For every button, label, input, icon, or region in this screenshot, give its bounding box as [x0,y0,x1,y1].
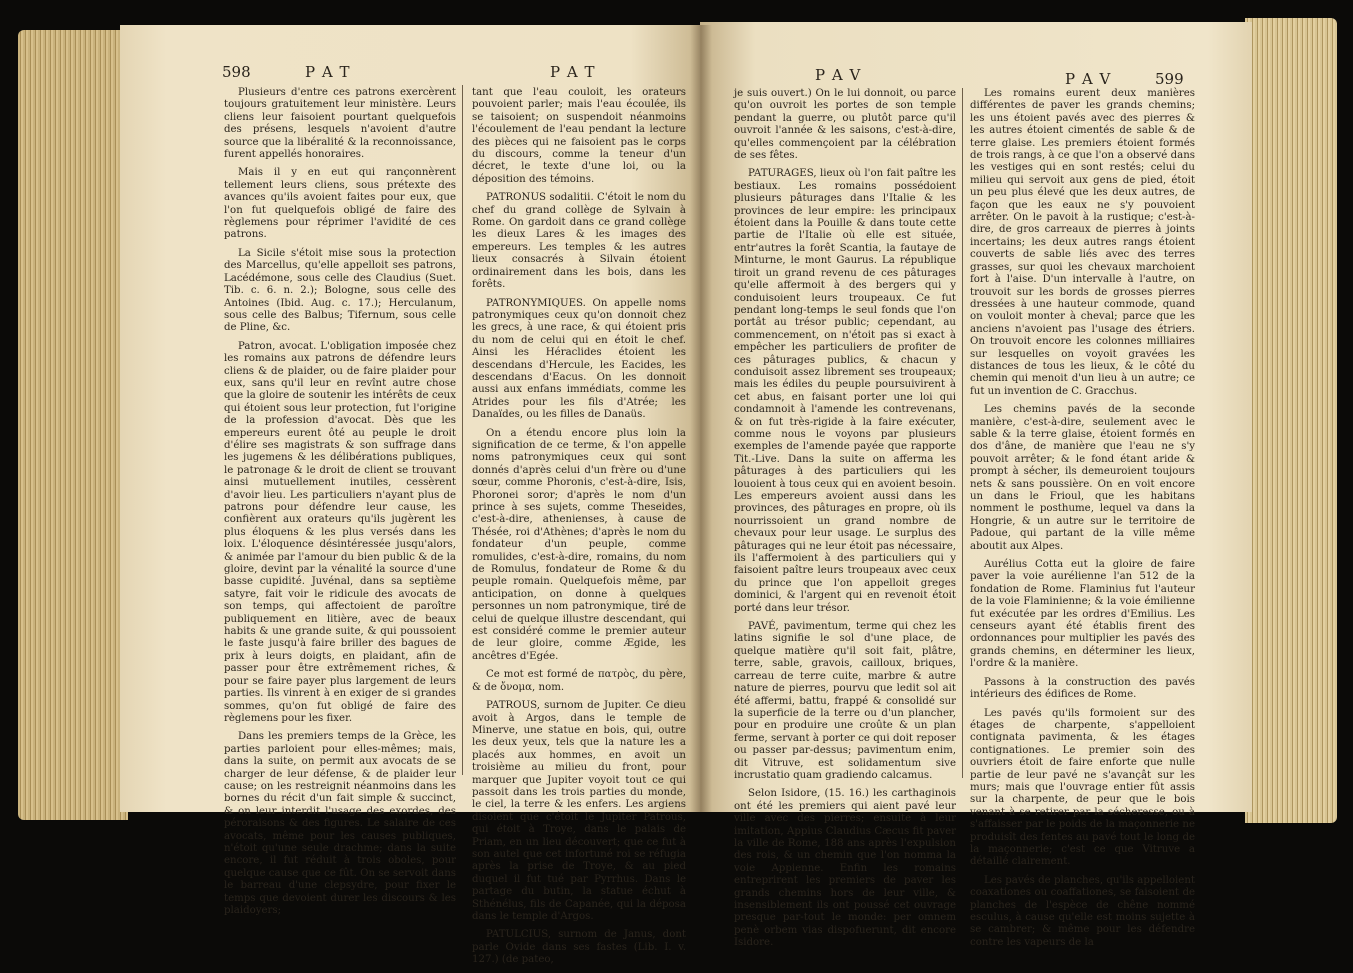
paragraph: Ce mot est formé de πατρὸς, du père, & de ὄνομα, nom. [472,669,686,693]
paragraph: PAVÉ, pavimentum, terme qui chez les latins signifie le sol d'une place, de quelque matière qu'il soit fait, plâtre, terre, sable, gravois, cailloux, briques, carreau de terre cuite, marbre & autre nature de pierres, pourvu que ledit sol ait été affermi, battu, frappé & consolidé sur la superficie de la terre ou d'un plancher, pour en produire une croûte & un plan ferme, servant à porter ce qui doit reposer ou passer par-dessus; pavimentum enim, dit Vitruve, est solidamentum sive incrustatio quam gradiendo calcamus. [734,621,956,781]
book-gutter [690,25,712,812]
text-column-1 [224,87,456,923]
paragraph: Mais il y en eut qui rançonnèrent tellement leurs cliens, sous prétexte des avances qu'ils avoient faites pour eux, que l'on fut quelquefois obligé de faire des règlemens pour réprimer l'avidité de ces patrons. [224,167,456,241]
paragraph: PATRONYMIQUES. On appelle noms patronymiques ceux qu'on donnoit chez les grecs, à une race, & qui étoient pris du nom de celui qui en étoit le chef. Ainsi les Héraclides étoient les descendans d'Hercule, les Eacides, les descendans d'Eacus. On les donnoit aussi aux enfans immédiats, comme les Atrides pour les fils d'Atrée; les Danaïdes, ou les filles de Danaüs. [472,297,686,421]
paragraph: Passons à la construction des pavés intérieurs des édifices de Rome. [970,676,1195,701]
paragraph: PATROUS, surnom de Jupiter. Ce dieu avoit à Argos, dans le temple de Minerve, une statue en bois, qui, outre les deux yeux, tels que la nature les a placés aux hommes, en avoit un troisième au milieu du front, pour marquer que Jupiter voyoit tout ce qui passoit dans les trois parties du monde, le ciel, la terre & les enfers. Les argiens disoient que c'étoit le Jupiter Patrous, qui étoit à Troye, dans le palais de Priam, en un lieu découvert; que ce fut à son autel que cet infortuné roi se réfugia après la prise de Troye, & au pied duquel il fut tué par Pyrrhus. Dans le partage du butin, la statue échut à Sthénélus, fils de Capanée, qui la déposa dans le temple d'Argos. [472,700,686,922]
paragraph: Les pavés de planches, qu'ils appelloient coaxationes ou coaffationes, se faisoient de planches de l'espèce de chêne nommé esculus, à cause qu'elle est moins sujette à se cambrer; & même pour les défendre contre les vapeurs de la [970,874,1195,948]
running-header-left: P A V [815,66,862,84]
text-column-2 [472,87,686,973]
paragraph: PATULCIUS, surnom de Janus, dont parle Ovide dans ses fastes (Lib. I. v. 127.) (de pateo, [472,929,686,966]
paragraph: PATRONUS sodalitii. C'étoit le nom du chef du grand collège de Sylvain à Rome. On gardoit dans ce grand collège les dieux Lares & les images des empereurs. Les temples & les autres lieux consacrés à Silvain étoient ordinairement dans les bois, dans les forêts. [472,192,686,291]
paragraph: Plusieurs d'entre ces patrons exercèrent toujours gratuitement leur ministère. Leurs cliens leur faisoient pourtant quelquefois des présens, lesquels n'avoient d'autre source que la libéralité & la reconnoissance, furent appellés honoraires. [224,87,456,161]
paragraph: La Sicile s'étoit mise sous la protection des Marcellus, qu'elle appelloit ses patrons, Lacédémone, sous celle des Claudius (Suet. Tib. c. 6. n. 2.); Bologne, sous celle des Antoines (Ibid. Aug. c. 17.); Herculanum, sous celle des Balbus; Tifernum, sous celle de Pline, &c. [224,247,456,334]
right-page [700,22,1252,949]
paragraph: tant que l'eau couloit, les orateurs pouvoient parler; mais l'eau écoulée, ils se taisoient; on suspendoit néanmoins l'écoulement de l'eau pendant la lecture des pièces qui ne faisoient pas le corps du discours, comme la teneur d'un décret, le texte d'une loi, ou la déposition des témoins. [472,87,686,185]
paragraph: PATURAGES, lieux où l'on fait paître les bestiaux. Les romains possédoient plusieurs pâturages dans l'Italie & les provinces de leur empire: les principaux étoient dans la Pouille & dans toute cette partie de l'Italie où elle est située, entr'autres la forêt Scantia, la fautaye de Minturne, le mont Gaurus. La république tiroit un grand revenu de ces pâturages qu'elle affermoit à des bergers qui y conduisoient leurs troupeaux. Ce fut pendant long-temps le seul fonds que l'on portât au trésor public; cependant, au commencement, on n'étoit pas si exact à empêcher les particuliers de profiter de ces pâturages publics, & chacun y conduisoit assez librement ses troupeaux; mais les édiles du peuple poursuivirent à cet abus, en faisant porter une loi qui condamnoit à l'amende les contrevenans, & on fut très-rigide à la faire exécuter, comme nous le voyons par plusieurs exemples de l'amende payée que rapporte Tit.-Live. Dans la suite on afferma les pâturages à des particuliers qui les louoient à tous ceux qui en avoient besoin. Les empereurs avoient aussi dans les provinces, des pâturages en propre, où ils nourrissoient un grand nombre de chevaux pour leur usage. Le surplus des pâturages qui ne leur étoit pas nécessaire, ils l'affermoient à des particuliers qui y faisoient paître leurs troupeaux avec ceux du prince que l'on appelloit greges dominici, & l'argent qui en revenoit étoit porté dans leur trésor. [734,168,956,614]
paragraph: Les pavés qu'ils formoient sur des étages de charpente, s'appelloient contignata pavimenta, & les étages contignationes. Le premier soin des ouvriers étoit de faire enforte que nulle partie de leur pavé ne s'avançât sur les murs; mais que l'ouvrage entier fût assis sur la charpente, de peur que le bois venant à se retirer par la sécheresse, ou à s'affaisser par le poids de la maçonnerie ne produisît des fentes au pavé tout le long de la maçonnerie; c'est ce que Vitruve a détaillé clairement. [970,707,1195,868]
text-column-1 [734,88,956,956]
paragraph: Patron, avocat. L'obligation imposée chez les romains aux patrons de défendre leurs cliens & de plaider, ou de faire plaider pour eux, sans qu'il leur en revînt autre chose que la gloire de soutenir les intérêts de ceux qui étoient sous leur protection, fut l'origine de la profession d'avocat. Dès que les empereurs eurent ôté au peuple le droit d'élire ses magistrats & son suffrage dans les jugemens & les délibérations publiques, le patronage & le droit de client se trouvant ainsi mutuellement inutiles, cessèrent d'avoir lieu. Les particuliers n'ayant plus de patrons pour défendre leur cause, les confièrent aux orateurs qu'ils jugèrent les plus éloquens & les plus versés dans les loix. L'éloquence désintéressée jusqu'alors, & animée par l'amour du bien public & de la gloire, devint par la vénalité la source d'une basse cupidité. Juvénal, dans sa septième satyre, fait voir le ridicule des avocats de son temps, qui affectoient de paroître publiquement en litière, avec de beaux habits & une grande suite, & qui poussoient le faste jusqu'à faire briller des bagues de prix à leurs doigts, en plaidant, afin de passer pour être extrêmement riches, & pour se faire payer plus largement de leurs parties. Ils vinrent à en exiger de si grandes sommes, qu'on fut obligé de faire des règlemens pour les fixer. [224,340,456,724]
paragraph: Les chemins pavés de la seconde manière, c'est-à-dire, seulement avec le sable & la terre glaise, étoient formés en dos d'âne, de manière que l'eau ne s'y pouvoit arrêter; & le fond étant aride & prompt à sécher, ils demeuroient toujours nets & sans poussière. On en voit encore un dans le Frioul, que les habitans nomment le posthume, lequel va dans la Hongrie, & un autre sur le territoire de Padoue, qui partant de la ville même aboutit aux Alpes. [970,404,1195,552]
page-number: 598 [222,63,251,81]
paragraph: je suis ouvert.) On le lui donnoit, ou parce qu'on ouvroit les portes de son temple pendant la guerre, ou plutôt parce qu'il ouvroit l'année & les saisons, c'est-à-dire, qu'elles commençoient par la célébration de ses fêtes. [734,88,956,162]
paragraph: Dans les premiers temps de la Grèce, les parties parloient pour elles-mêmes; mais, dans la suite, on permit aux avocats de se charger de leur défense, & de plaider leur cause; on les restreignit néanmoins dans les bornes du récit d'un fait simple & succinct, & on leur interdit l'usage des exordes, des péroraisons & des figures. Le salaire de ces avocats, même pour les causes publiques, n'étoit qu'une seule drachme; dans la suite encore, il fut réduit à trois oboles, pour quelque cause que ce fût. On se servoit dans le barreau d'une clepsydre, pour fixer le temps que devoient durer les discours & les plaidoyers; [224,731,456,916]
page-number: 599 [1155,70,1184,88]
text-column-2 [970,88,1195,955]
running-header-left: P A T [305,63,351,81]
column-rule [962,88,963,778]
running-header-right: P A V [1065,70,1112,88]
right-page-edges [1245,18,1337,823]
paragraph: Selon Isidore, (15. 16.) les carthaginois ont été les premiers qui aient pavé leur ville avec des pierres; ensuite à leur imitation, Appius Claudius Cæcus fit paver la ville de Rome, 188 ans après l'expulsion des rois, & un chemin que l'on nomma la voie Appienne. Enfin les romains entreprirent les premiers de paver les grands chemins hors de leur ville, & insensiblement ils ont poussé cet ouvrage presque par-tout le monde: per omnem penè orbem vias dispofuerunt, dit encore Isidore. [734,788,956,949]
paragraph: Aurélius Cotta eut la gloire de faire paver la voie aurélienne l'an 512 de la fondation de Rome. Flaminius fut l'auteur de la voie Flaminienne; & la voie émilienne fut exécutée par les ordres d'Emilius. Les censeurs ayant été établis firent des ordonnances pour multiplier les pavés des grands chemins, en déterminer les lieux, l'ordre & la manière. [970,559,1195,670]
running-header-right: P A T [550,63,596,81]
column-rule [462,85,463,775]
paragraph: On a étendu encore plus loin la signification de ce terme, & l'on appelle noms patronymiques ceux qui sont donnés d'après celui d'un frère ou d'une sœur, comme Phoronis, c'est-à-dire, Isis, Phoronei soror; d'après le nom d'un prince à ses sujets, comme Theseides, c'est-à-dire, athenienses, à cause de Thésée, roi d'Athènes; d'après le nom du fondateur d'un peuple, comme romulides, c'est-à-dire, romains, du nom de Romulus, fondateur de Rome & du peuple romain. Quelquefois même, par anticipation, on donne à quelques personnes un nom patronymique, tiré de celui de quelque illustre descendant, qui est considéré comme le premier auteur de leur gloire, comme Ægide, les ancêtres d'Egée. [472,427,686,662]
paragraph: Les romains eurent deux manières différentes de paver les grands chemins; les uns étoient pavés avec des pierres & les autres étoient cimentés de sable & de terre glaise. Les premiers étoient formés de trois rangs, à ce que l'on a observé dans les vestiges qui en sont restés; celui du milieu qui servoit aux gens de pied, étoit un peu plus élevé que les deux autres, de façon que les eaux ne s'y pouvoient arrêter. On le pavoit à la rustique; c'est-à-dire, de gros carreaux de pierres à joints incertains; les deux autres rangs étoient couverts de sable liés avec des terres grasses, sur quoi les chevaux marchoient fort à l'aise. D'un intervalle à l'autre, on trouvoit sur les bords de grosses pierres dressées à une hauteur commode, quand on vouloit monter à cheval; parce que les anciens n'avoient pas l'usage des étriers. On trouvoit encore les colonnes milliaires sur lesquelles on voyoit gravées les distances de tous les lieux, & le côté du chemin qui menoit d'un lieu à un autre; ce fut un invention de C. Gracchus. [970,88,1195,397]
left-page [120,25,700,966]
left-page-edges [18,30,128,820]
